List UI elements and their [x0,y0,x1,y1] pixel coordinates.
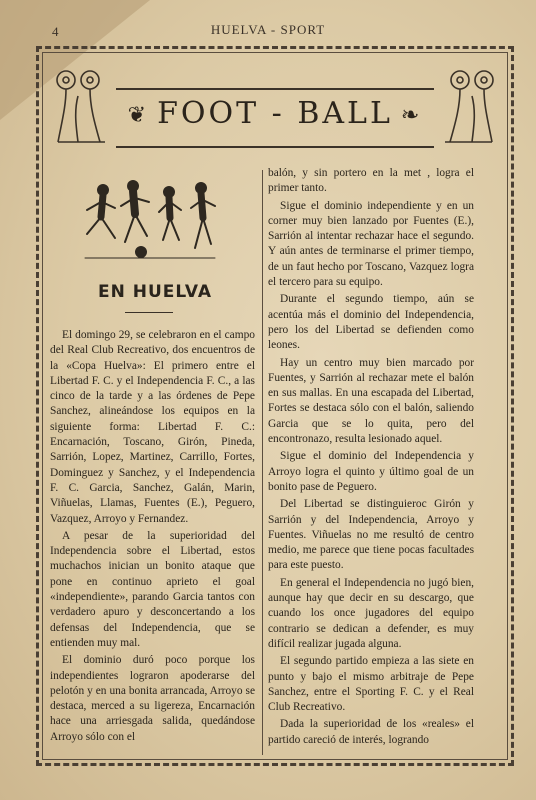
banner-rule-top [116,88,434,90]
paragraph: balón, y sin portero en la met , logra el primer tanto. [268,167,474,195]
running-header: HUELVA - SPORT [210,22,326,37]
paragraph: Sigue el dominio del Independencia y Arroyo logra el quinto y último goal de un bonito pase de Peguero. [268,450,474,493]
subheading-rule [125,312,173,313]
banner-title-text: FOOT - BALL [157,96,393,131]
paragraph: El domingo 29, se celebraron en el campo del Real Club Recreativo, dos encuentros de la «Copa Huelva»: El primero entre el Libertad F. C. y el Independencia F. C., a las cinco de la tarde y a las órdenes de Pepe Sanchez, alineándose los equipos en la siguiente forma: Libertad F. C.: Encarnación, Toscano, Girón, Pineda, Sarrión, Lopez, Martinez, Carrillo, Fortes, Dominguez y Sanchez, y el Independencia F. C. Garcia, Sanchez, Galán, Marin, Viñuelas, Llamas, Fuentes (E.), Peguero, Vazquez, Arroyo y Fernandez. [50,329,255,525]
football-players-illustration [75,172,225,272]
paragraph: A pesar de la superioridad del Independencia sobre el Libertad, estos muchachos inician un bonito ataque que pone en continuo aprieto el goal «independiente», parando Garcia tantos con verdadero apuro y desconcertando a los defensas del Independencia, que se entienden muy mal. [50,529,255,649]
banner-title [46,96,504,131]
column-divider [262,170,263,755]
banner-rule-bottom [116,146,434,148]
paragraph: El segundo partido empieza a las siete en punto y bajo el mismo arbitraje de Pepe Sanchez, entre el Sporting F. C. y el Real Club Recreativo. [268,655,474,714]
paragraph: El dominio duró poco porque los independientes lograron apoderarse del pelotón y en una bonita arrancada, Arroyo se destaca, merced a su ligereza, Encarnación hace una arriesgada salida, quedándose Arroyo sólo con el [50,654,255,743]
ornament-right-icon: ❧ [400,102,423,128]
article-subheading: EN HUELVA [97,282,213,302]
left-column [50,328,255,745]
paragraph: Del Libertad se distinguieroc Girón y Sarrión y del Independencia, Arroyo y Fuentes. Viñuelas no me resultó de centro medio, me parece que tiene pocas facultades para este puesto. [268,498,474,572]
right-column [268,166,474,748]
paragraph: En general el Independencia no jugó bien, aunque hay que decir en su descargo, que cuando los once jugadores del equipo contrario se dedican a defender, es muy difícil realizar jugada alguna. [268,576,474,650]
paragraph: Dada la superioridad de los «reales» el partido careció de interés, logrando [268,718,474,746]
ornament-left-icon: ❦ [127,102,150,128]
paragraph: Durante el segundo tiempo, aún se acentúa más el dominio del Independencia, pero los del Libertad se defienden como leones. [268,293,474,352]
title-banner [46,60,504,156]
paragraph: Hay un centro muy bien marcado por Fuentes, y Sarrión al rechazar mete el balón en sus mallas. En una escapada del Libertad, Fortes se destaca sólo con el balón, saliendo Garcia que se lo quita, pero del encontronazo, resulta lesionado aquel. [268,356,474,446]
page-number: 4 [52,24,59,39]
paragraph: Sigue el dominio independiente y en un corner muy bien lanzado por Fuentes (E.), Sarrión al intentar rechazar hace el segundo. Y aún antes de terminarse el primer tiempo, de un faut hecho por Toscano, Vazquez logra el tercero para su equipo. [268,199,474,289]
